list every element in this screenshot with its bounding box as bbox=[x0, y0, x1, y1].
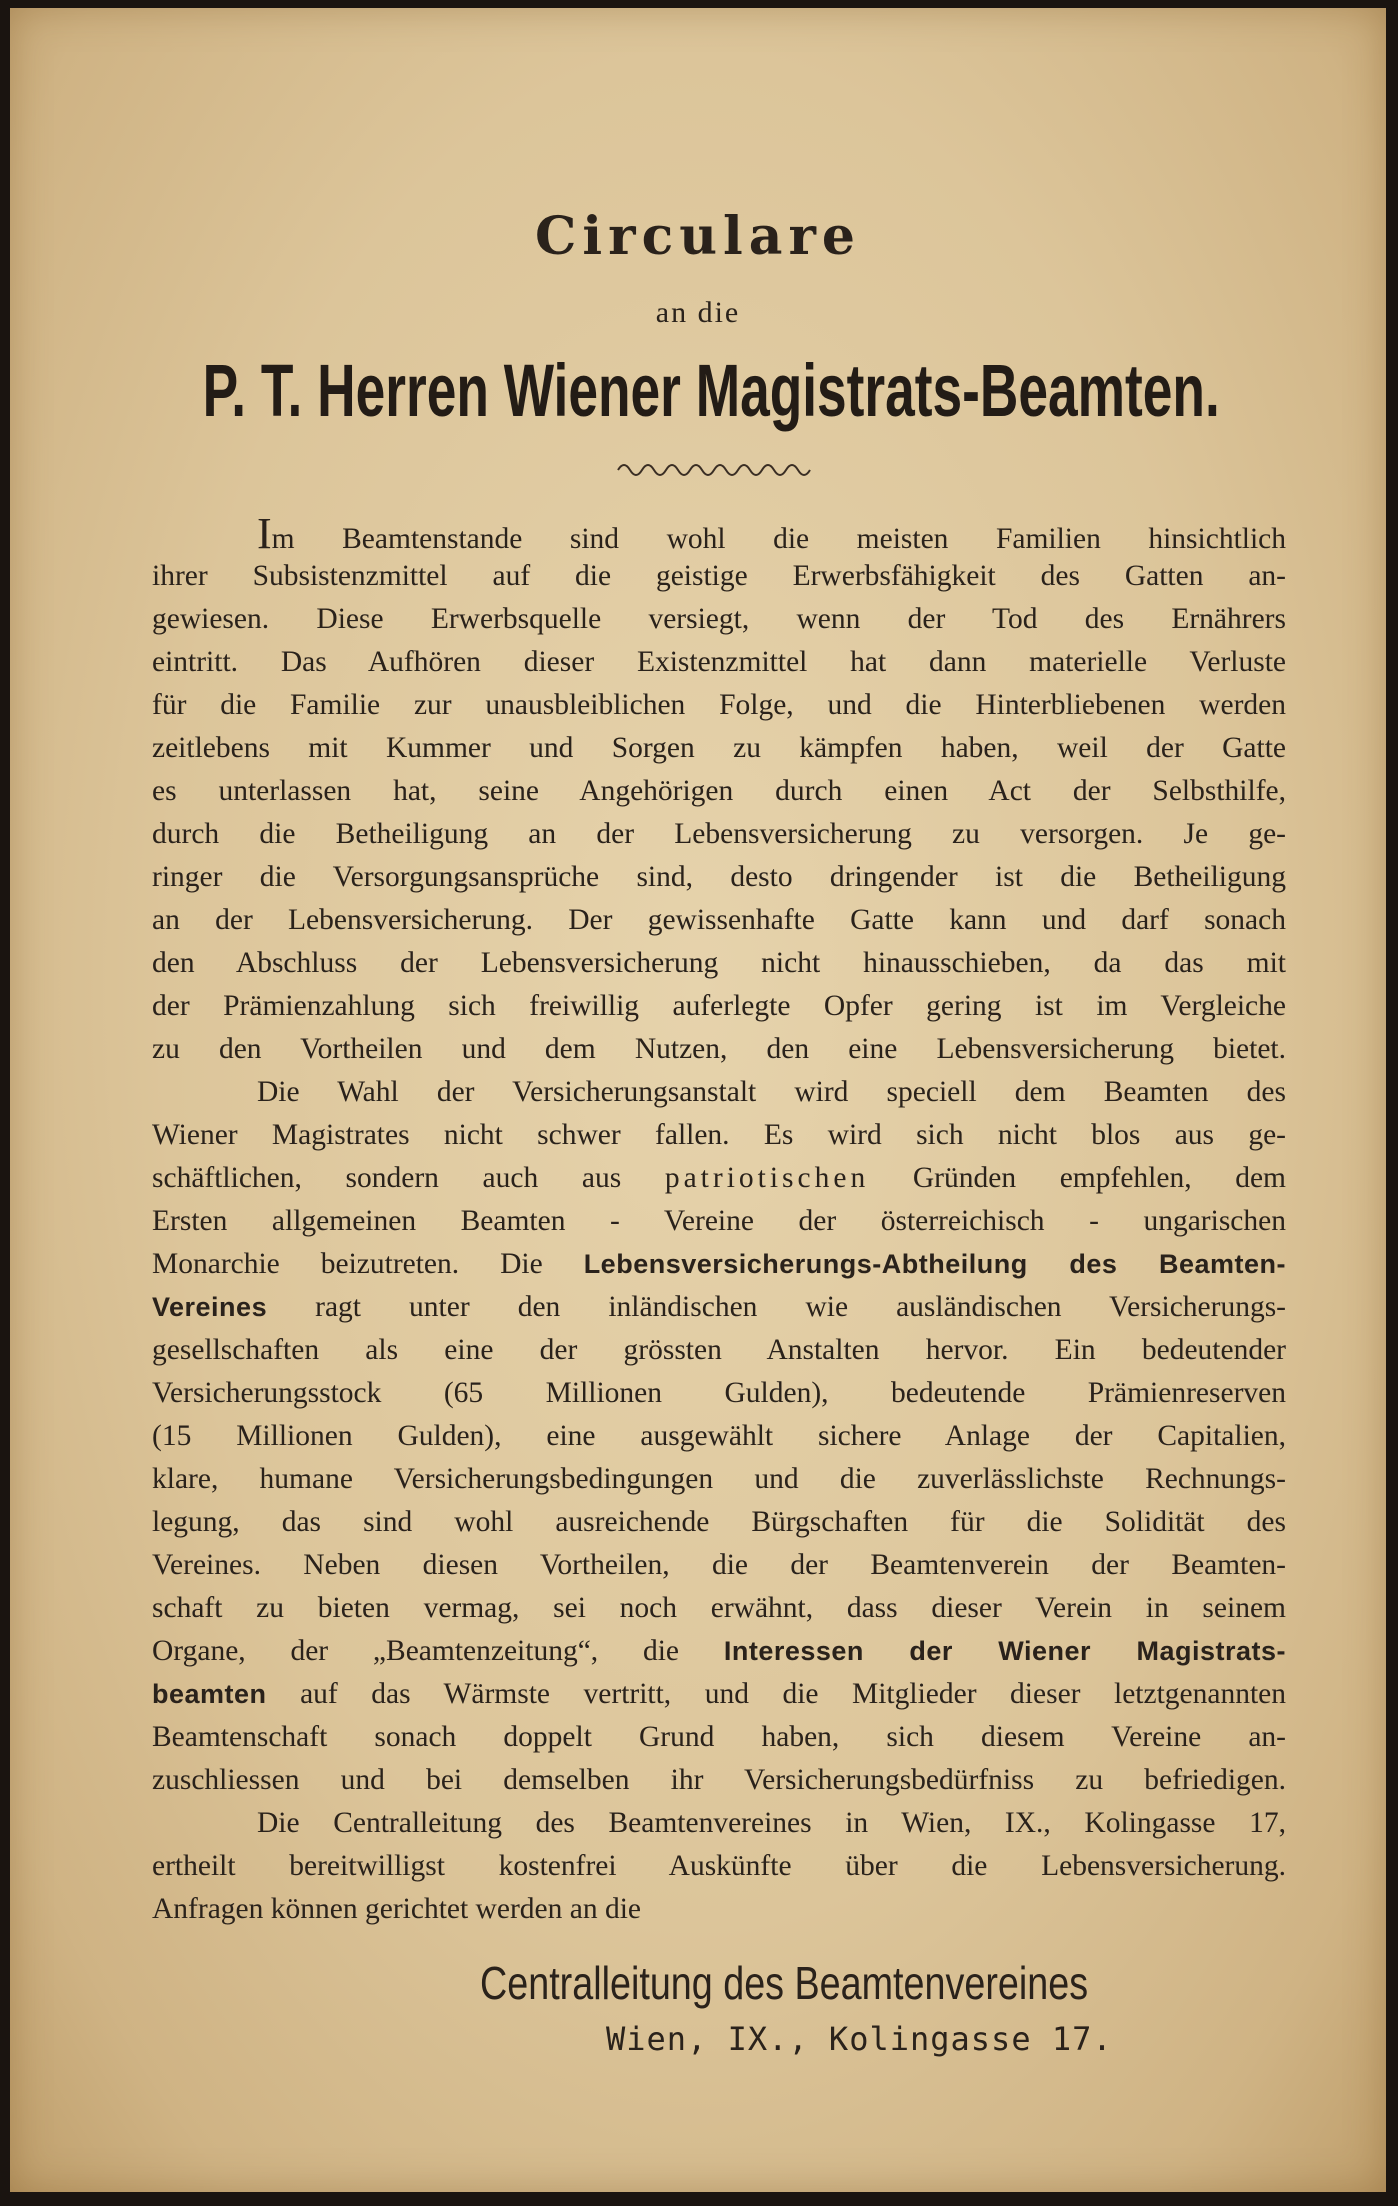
paragraph-1-line: für die Familie zur unausbleiblichen Folge, und die Hinterbliebenen werden bbox=[152, 689, 1286, 721]
paragraph-2-line: klare, humane Versicherungsbedingungen und die zuverlässlichste Rechnungs- bbox=[152, 1463, 1286, 1495]
emphasis-bold-text: Vereines bbox=[152, 1292, 268, 1322]
paragraph-2-line bbox=[152, 1286, 1286, 1329]
body-text bbox=[152, 509, 1287, 1931]
emphasis-spaced-text: patriotischen bbox=[664, 1162, 870, 1194]
paragraph-3-line: Die Centralleitung des Beamtenvereines in Wien, IX., Kolingasse 17, bbox=[257, 1807, 1286, 1839]
document-subtitle: an die bbox=[655, 296, 741, 329]
paragraph-2-line: Beamtenschaft sonach doppelt Grund haben, sich diesem Vereine an- bbox=[152, 1721, 1286, 1753]
wavy-line-ornament-icon bbox=[616, 456, 816, 480]
text-segment: schäftlichen, sondern auch aus bbox=[152, 1162, 622, 1194]
paragraph-1-line: ihrer Subsistenzmittel auf die geistige Erwerbsfähigkeit des Gatten an- bbox=[152, 560, 1286, 592]
paragraph-2-line: legung, das sind wohl ausreichende Bürgschaften für die Solidität des bbox=[152, 1506, 1286, 1538]
paragraph-2-line: Versicherungsstock (65 Millionen Gulden), bedeutende Prämienreserven bbox=[152, 1377, 1286, 1409]
paragraph-3-line: ertheilt bereitwilligst kostenfrei Auskünfte über die Lebensversicherung. bbox=[152, 1850, 1286, 1882]
text-line: m Beamtenstande sind wohl die meisten Familien hinsichtlich bbox=[271, 523, 1286, 555]
text-segment: auf das Wärmste vertritt, und die Mitglieder dieser letztgenannten bbox=[300, 1678, 1286, 1710]
text-segment: Gründen empfehlen, dem bbox=[912, 1162, 1287, 1194]
paragraph-2-line: Die Wahl der Versicherungsanstalt wird speciell dem Beamten des bbox=[257, 1076, 1286, 1108]
paragraph-1-line: zeitlebens mit Kummer und Sorgen zu kämpfen haben, weil der Gatte bbox=[152, 732, 1286, 764]
document-headline: P. T. Herren Wiener Magistrats-Beamten. bbox=[202, 349, 1220, 432]
paragraph-1-line: ringer die Versorgungsansprüche sind, desto dringender ist die Betheiligung bbox=[152, 861, 1286, 893]
paragraph-1-line: der Prämienzahlung sich freiwillig auferlegte Opfer gering ist im Vergleiche bbox=[152, 990, 1286, 1022]
document-sheet bbox=[10, 8, 1386, 2192]
emphasis-bold-text: Interessen der Wiener Magistrats- bbox=[723, 1636, 1287, 1666]
signature-name: Centralleitung des Beamtenvereines bbox=[480, 1957, 1089, 2009]
paragraph-2-line bbox=[152, 1673, 1286, 1716]
paragraph-1-line: gewiesen. Diese Erwerbsquelle versiegt, wenn der Tod des Ernährers bbox=[152, 603, 1286, 635]
emphasis-bold-text: beamten bbox=[152, 1679, 267, 1709]
emphasis-bold-text: Lebensversicherungs-Abtheilung des Beamten- bbox=[583, 1249, 1286, 1279]
paragraph-1-line: durch die Betheiligung an der Lebensversicherung zu versorgen. Je ge- bbox=[152, 818, 1286, 850]
document-title: Circulare bbox=[535, 206, 861, 267]
paragraph-2-line: zuschliessen und bei demselben ihr Versicherungsbedürfniss zu befriedigen. bbox=[152, 1764, 1286, 1796]
paragraph-3-line: Anfragen können gerichtet werden an die bbox=[152, 1893, 641, 1925]
signature-address: Wien, IX., Kolingasse 17. bbox=[606, 2020, 1113, 2058]
drop-cap-letter: I bbox=[257, 509, 272, 558]
paragraph-1-line bbox=[152, 509, 1286, 558]
paragraph-2-line: Vereines. Neben diesen Vortheilen, die der Beamtenverein der Beamten- bbox=[152, 1549, 1286, 1581]
text-segment: Monarchie beizutreten. Die bbox=[152, 1248, 543, 1280]
text-segment: ragt unter den inländischen wie ausländischen Versicherungs- bbox=[315, 1291, 1287, 1323]
paragraph-1-line: es unterlassen hat, seine Angehörigen durch einen Act der Selbsthilfe, bbox=[152, 775, 1286, 807]
paragraph-2-line: Ersten allgemeinen Beamten - Vereine der österreichisch - ungarischen bbox=[152, 1205, 1286, 1237]
text-segment: Organe, der „Beamtenzeitung“, die bbox=[152, 1635, 680, 1667]
paragraph-1-line: an der Lebensversicherung. Der gewissenhafte Gatte kann und darf sonach bbox=[152, 904, 1286, 936]
paragraph-2-line bbox=[152, 1630, 1286, 1673]
paragraph-2-line: Wiener Magistrates nicht schwer fallen. Es wird sich nicht blos aus ge- bbox=[152, 1119, 1286, 1151]
paragraph-1-line: zu den Vortheilen und dem Nutzen, den eine Lebensversicherung bietet. bbox=[152, 1033, 1286, 1065]
paragraph-2-line bbox=[152, 1243, 1286, 1286]
paragraph-1-line: den Abschluss der Lebensversicherung nicht hinausschieben, da das mit bbox=[152, 947, 1286, 979]
paragraph-2-line: schaft zu bieten vermag, sei noch erwähnt, dass dieser Verein in seinem bbox=[152, 1592, 1286, 1624]
paragraph-2-line: gesellschaften als eine der grössten Anstalten hervor. Ein bedeutender bbox=[152, 1334, 1286, 1366]
paragraph-1-line: eintritt. Das Aufhören dieser Existenzmittel hat dann materielle Verluste bbox=[152, 646, 1286, 678]
paragraph-2-line bbox=[152, 1157, 1286, 1200]
paragraph-2-line: (15 Millionen Gulden), eine ausgewählt sichere Anlage der Capitalien, bbox=[152, 1420, 1286, 1452]
